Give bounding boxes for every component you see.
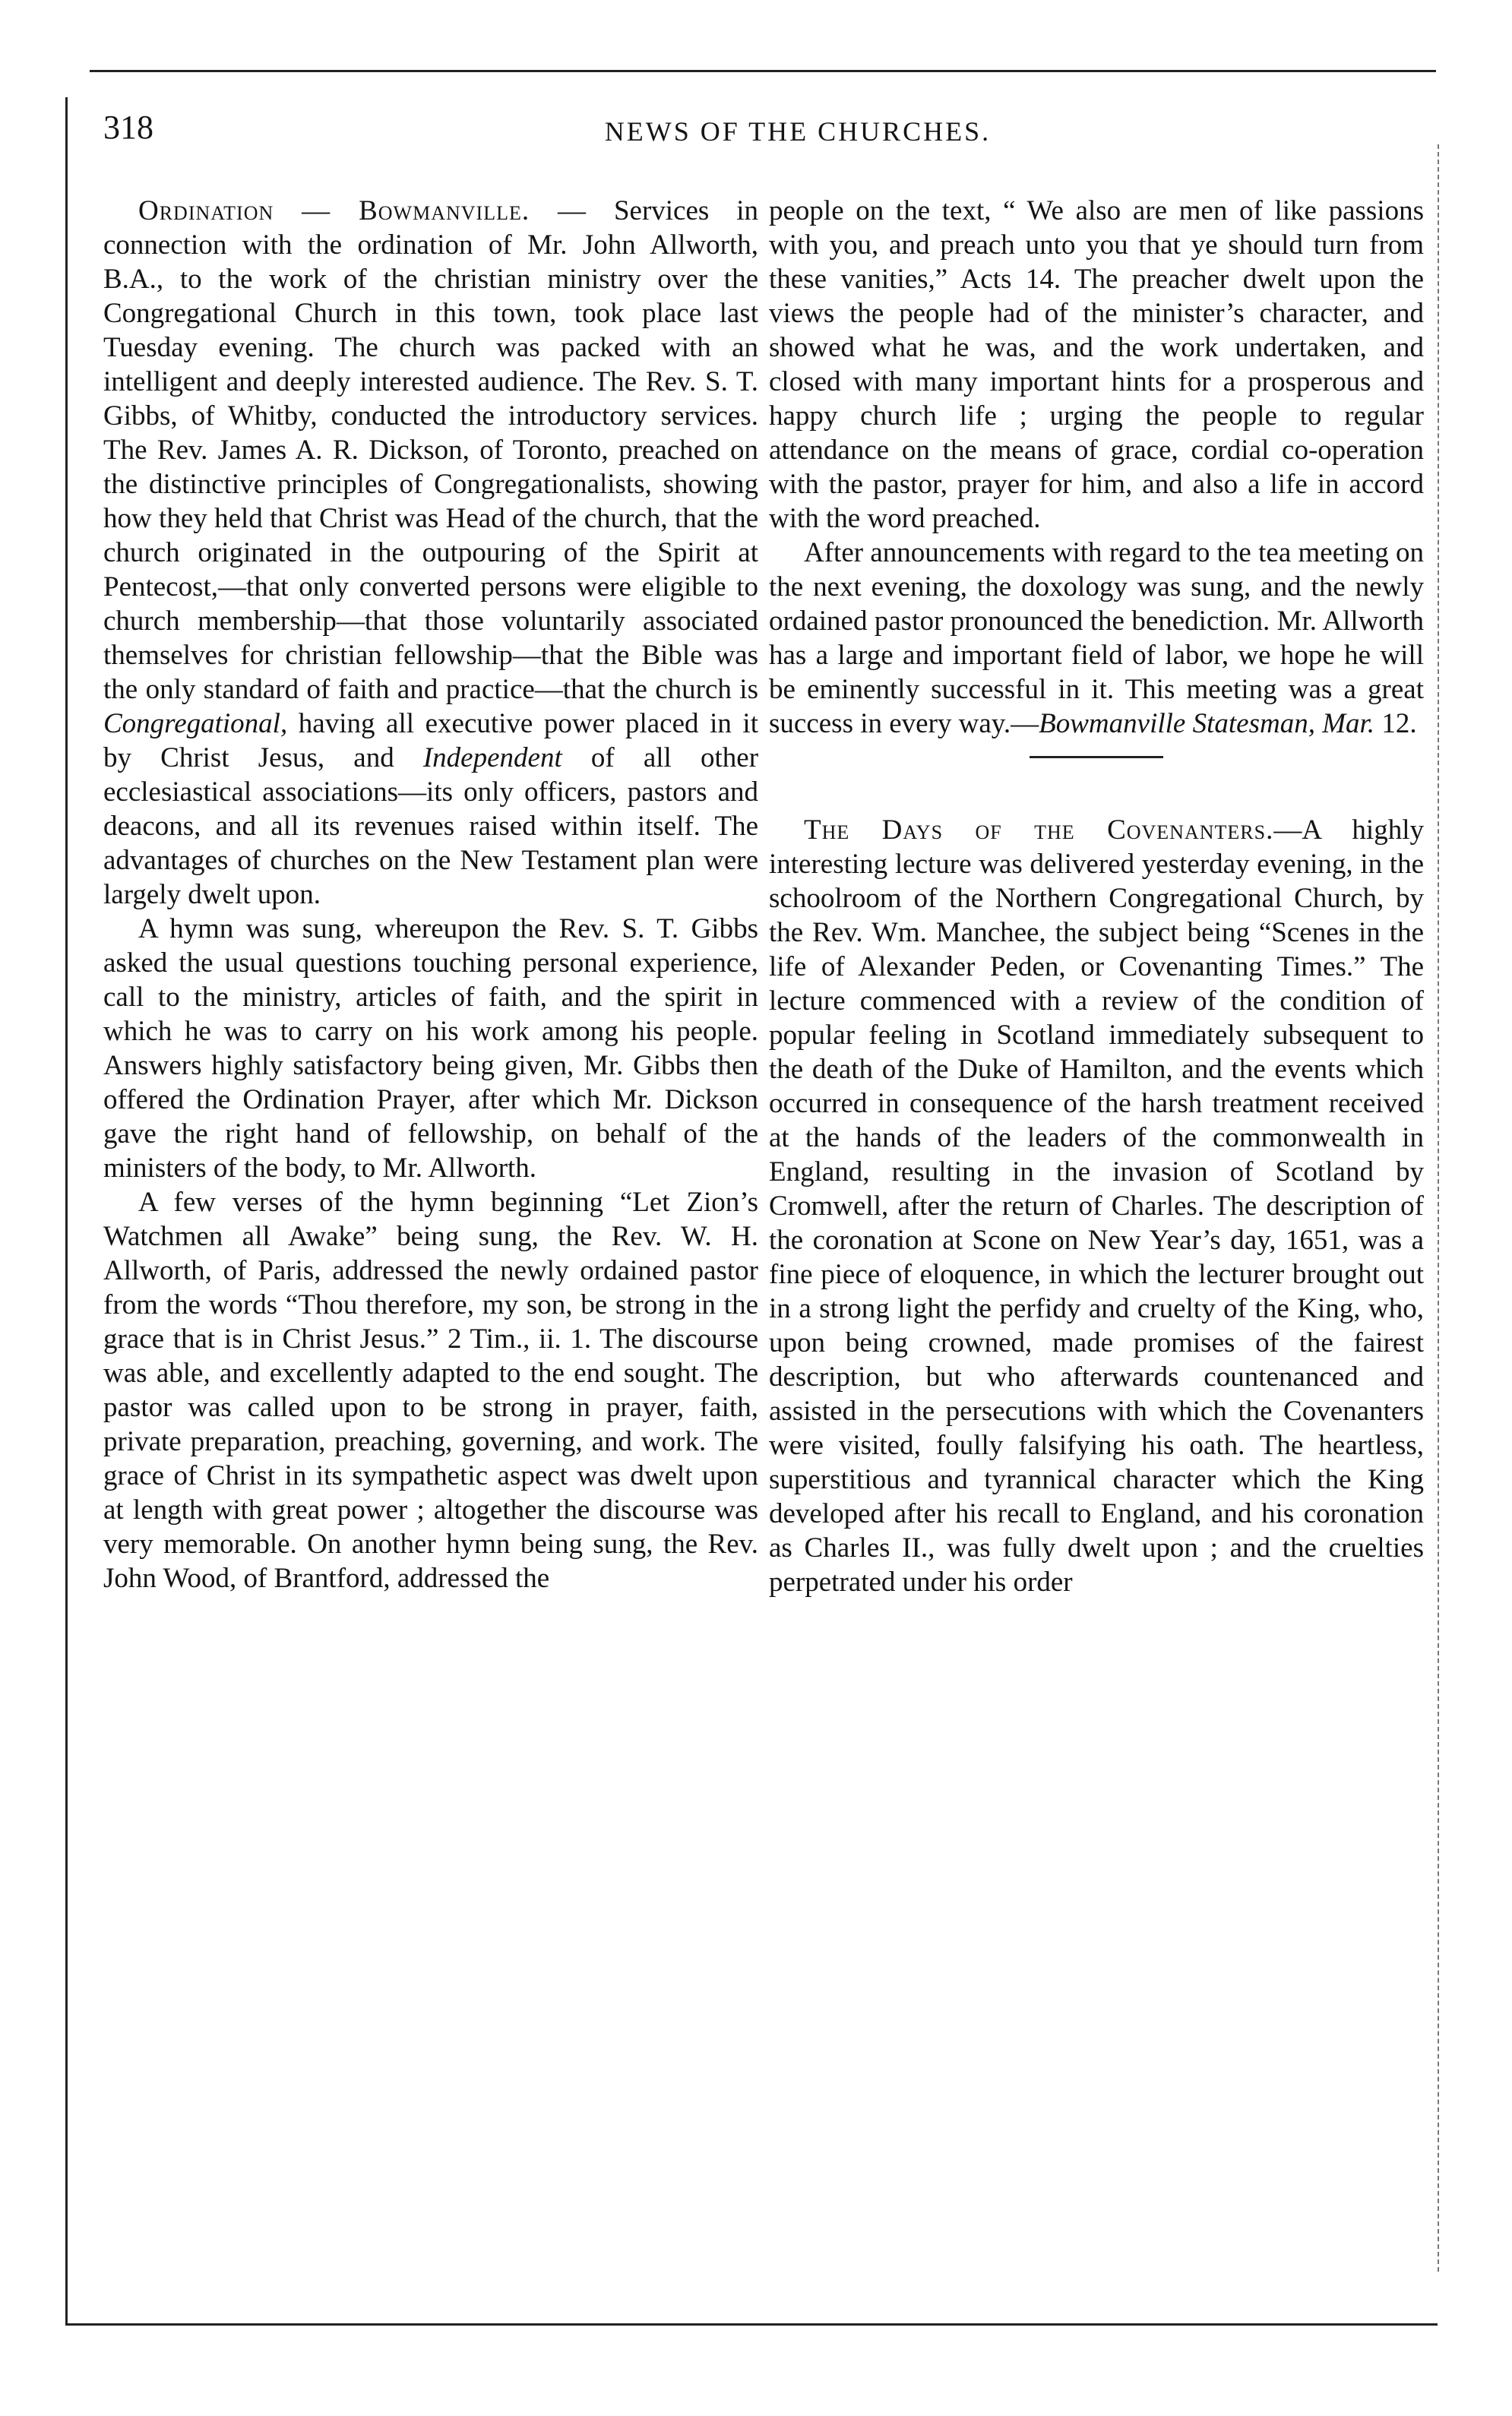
ordination-source: Bowmanville Statesman, Mar. — [1039, 708, 1375, 739]
ordination-p1-end: of all other ecclesiastical associations—its only officers, pastors and deacons, and all its revenues raised within itself. The advantages of churches on the New Testament plan were largely dwelt upon. — [103, 742, 759, 910]
ordination-p1-emphasis-congregational: Congregational, — [103, 708, 288, 739]
right-edge-rule — [1438, 144, 1439, 2272]
covenanters-paragraph-1 — [769, 813, 1424, 1599]
ordination-paragraph-4: people on the text, “ We also are men of like passions with you, and preach unto you that ye should turn from these vanities,” Acts 14. The preacher dwelt upon the views the people had of the minister’s character, and showed what he was, and the work undertaken, and closed with many important hints for a prosperous and happy church life ; urging the people to regular attendance on the means of grace, cordial co-operation with the pastor, prayer for him, and also a life in accord with the word preached. — [769, 195, 1424, 534]
covenanters-p1-text: —A highly interesting lecture was delivered yesterday evening, in the schoolroom of the Northern Congregational Church, by the Rev. Wm. Manchee, the subject being “Scenes in the life of Alexander Peden, or Covenanting Times.” The lecture commenced with a review of the condition of popular feeling in Scotland immediately subsequent to the death of the Duke of Hamilton, and the events which occurred in consequence of the harsh treatment received at the hands of the leaders of the commonwealth in England, resulting in the invasion of Scotland by Cromwell, after the return of Charles. The description of the coronation at Scone on New Year’s day, 1651, was a fine piece of eloquence, in which the lecturer brought out in a strong light the perfidy and cruelty of the King, who, upon being crowned, made promises of the fairest description, but who afterwards countenanced and assisted in the persecutions with which the Covenanters were visited, foully falsifying his oath. The heartless, superstitious and tyrannical character which the King developed after his recall to England, and his coronation as Charles II., was fully dwelt upon ; and the cruelties perpetrated under his order — [769, 814, 1424, 1598]
ordination-p1-mid: having all executive power placed in it by Christ Jesus, and — [103, 708, 758, 773]
ordination-p1-text: Services in connection with the ordination of Mr. John Allworth, B.A., to the work of the christian ministry over the Congregational Church in this town, took place last Tuesday evening. The church was packed with an intelligent and deeply interested audience. The Rev. S. T. Gibbs, of Whitby, conducted the introductory services. The Rev. James A. R. Dickson, of Toronto, preached on the distinctive principles of Congregationalists, showing how they held that Christ was Head of the church, that the church originated in the outpouring of the Spirit at Pentecost,—that only converted persons were eligible to church membership—that those voluntarily associated themselves for christian fellowship—that the Bible was the only standard of faith and practice—that the church is — [103, 195, 758, 705]
ordination-paragraph-3: A few verses of the hymn beginning “Let Zion’s Watchmen all Awake” being sung, the Rev. W. H. Allworth, of Paris, addressed the newly ordained pastor from the words “Thou therefore, my son, be strong in the grace that is in Christ Jesus.” 2 Tim., ii. 1. The discourse was able, and excellently adapted to the end sought. The pastor was called upon to be strong in prayer, faith, private preparation, preaching, governing, and work. The grace of Christ in its sympathetic aspect was dwelt upon at length with great power ; altogether the discourse was very memorable. On another hymn being sung, the Rev. John Wood, of Brantford, addressed the — [103, 1187, 758, 1594]
left-border-rule — [65, 97, 68, 2323]
top-rule — [90, 70, 1436, 72]
running-head: NEWS OF THE CHURCHES. — [604, 116, 992, 147]
covenanters-heading: The Days of the Covenanters. — [804, 814, 1274, 846]
ordination-p5-text: After announcements with regard to the tea meeting on the next evening, the doxology was sung, and the newly ordained pastor pronounced the benediction. Mr. Allworth has a large and important field of labor, we hope he will be eminently successful in it. This meeting was a great success in every way.— — [769, 537, 1424, 739]
bottom-rule — [65, 2323, 1438, 2326]
ordination-p1-emphasis-independent: Independent — [422, 742, 562, 773]
right-column — [769, 194, 1424, 1599]
article-separator-rule — [1030, 756, 1163, 758]
ordination-heading: Ordination — Bowmanville. — — [138, 195, 587, 226]
ordination-paragraph-1 — [103, 194, 758, 912]
page-number: 318 — [103, 109, 153, 146]
ordination-source-date: 12. — [1374, 708, 1417, 739]
ordination-paragraph-5 — [769, 536, 1424, 741]
left-column — [103, 194, 758, 1595]
ordination-paragraph-2: A hymn was sung, whereupon the Rev. S. T. Gibbs asked the usual questions touching personal experience, call to the ministry, articles of faith, and the spirit in which he was to carry on his work among his people. Answers highly satisfactory being given, Mr. Gibbs then offered the Ordination Prayer, after which Mr. Dickson gave the right hand of fellowship, on behalf of the ministers of the body, to Mr. Allworth. — [103, 913, 758, 1184]
